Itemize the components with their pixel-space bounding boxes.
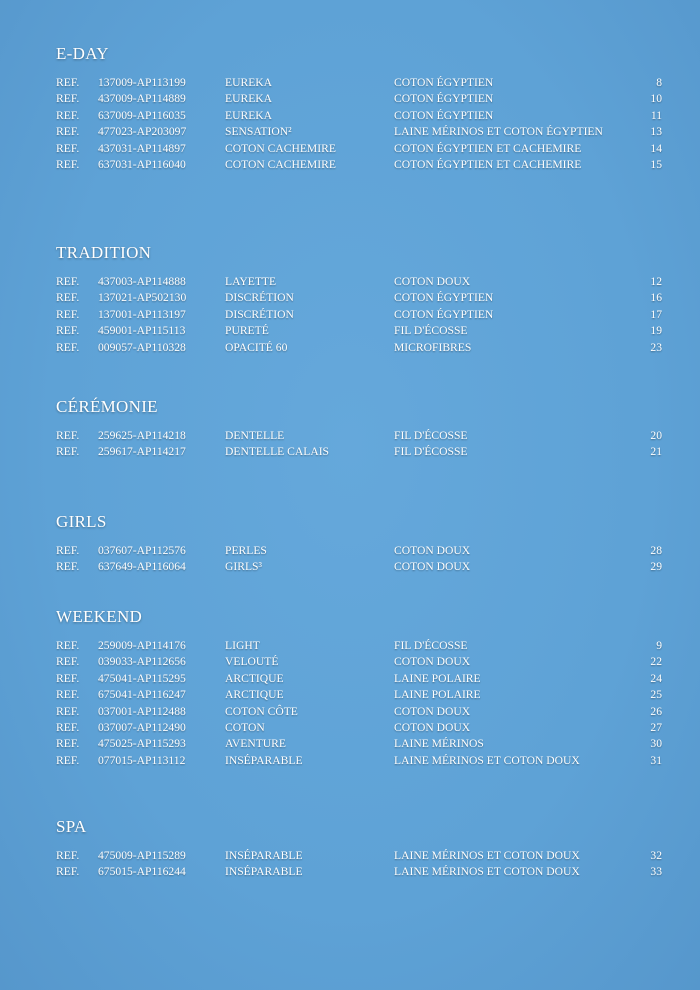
ref-label: REF. <box>56 704 80 718</box>
product-name: DENTELLE CALAIS <box>225 445 330 459</box>
material: COTON DOUX <box>394 560 471 574</box>
product-name: DISCRÉTION <box>225 291 294 305</box>
material: LAINE POLAIRE <box>394 671 481 685</box>
product-name: LIGHT <box>225 639 260 652</box>
ref-code: 259625-AP114218 <box>98 429 186 442</box>
ref-label: REF. <box>56 340 80 354</box>
ref-code: 037001-AP112488 <box>98 704 186 718</box>
ref-label: REF. <box>56 324 80 338</box>
table-row <box>56 704 662 720</box>
product-name: LAYETTE <box>225 275 277 288</box>
material: COTON DOUX <box>394 544 471 557</box>
page-number: 29 <box>650 560 662 574</box>
page-number: 17 <box>650 307 662 321</box>
table-row <box>56 91 662 107</box>
ref-code: 009057-AP110328 <box>98 340 186 354</box>
section-title: E-DAY <box>56 44 109 63</box>
ref-label: REF. <box>56 753 80 767</box>
ref-code: 437031-AP114897 <box>98 141 186 155</box>
ref-label: REF. <box>56 429 80 442</box>
ref-label: REF. <box>56 655 80 669</box>
table-row <box>56 736 662 752</box>
page-number: 22 <box>650 655 662 669</box>
material: COTON ÉGYPTIEN <box>394 307 494 321</box>
table-row <box>56 428 662 444</box>
material: COTON ÉGYPTIEN ET CACHEMIRE <box>394 141 582 155</box>
page-number: 33 <box>650 865 662 879</box>
ref-code: 637031-AP116040 <box>98 157 186 171</box>
ref-label: REF. <box>56 108 80 122</box>
product-name: ARCTIQUE <box>225 671 284 685</box>
ref-label: REF. <box>56 737 80 751</box>
section-title: CÉRÉMONIE <box>56 397 158 416</box>
material: LAINE MÉRINOS ET COTON ÉGYPTIEN <box>394 125 603 139</box>
ref-code: 675041-AP116247 <box>98 688 186 702</box>
product-name: COTON <box>225 720 265 734</box>
ref-label: REF. <box>56 307 80 321</box>
ref-code: 037007-AP112490 <box>98 720 186 734</box>
page-number: 21 <box>650 445 662 459</box>
page-number: 9 <box>656 639 662 652</box>
ref-label: REF. <box>56 275 80 288</box>
product-name: INSÉPARABLE <box>225 865 303 879</box>
table-row <box>56 307 662 323</box>
material: COTON ÉGYPTIEN <box>394 291 494 305</box>
ref-label: REF. <box>56 445 80 459</box>
product-name: COTON CACHEMIRE <box>225 157 336 171</box>
table-row <box>56 274 662 290</box>
product-name: INSÉPARABLE <box>225 849 303 862</box>
product-name: COTON CÔTE <box>225 704 298 718</box>
material: LAINE MÉRINOS ET COTON DOUX <box>394 753 580 767</box>
section-title: WEEKEND <box>56 607 143 626</box>
material: FIL D'ÉCOSSE <box>394 429 468 442</box>
table-row <box>56 559 662 575</box>
ref-label: REF. <box>56 141 80 155</box>
material: LAINE MÉRINOS ET COTON DOUX <box>394 849 580 862</box>
ref-label: REF. <box>56 157 80 171</box>
section-weekend <box>56 607 662 769</box>
material: COTON DOUX <box>394 655 471 669</box>
table-row <box>56 323 662 339</box>
ref-code: 475025-AP115293 <box>98 737 186 751</box>
table-row <box>56 753 662 769</box>
table-row <box>56 687 662 703</box>
page-number: 30 <box>650 737 662 751</box>
table-row <box>56 671 662 687</box>
product-name: GIRLS³ <box>225 560 262 574</box>
ref-code: 437009-AP114889 <box>98 92 186 106</box>
table-row <box>56 157 662 173</box>
product-name: VELOUTÉ <box>225 655 279 669</box>
product-name: INSÉPARABLE <box>225 753 303 767</box>
ref-code: 137021-AP502130 <box>98 291 187 305</box>
product-name: EUREKA <box>225 108 273 122</box>
ref-label: REF. <box>56 849 80 862</box>
page-number: 28 <box>650 544 662 557</box>
ref-label: REF. <box>56 92 80 106</box>
page-number: 23 <box>650 340 662 354</box>
material: COTON ÉGYPTIEN <box>394 92 494 106</box>
table-row <box>56 864 662 880</box>
ref-code: 077015-AP113112 <box>98 753 186 767</box>
ref-code: 459001-AP115113 <box>98 324 186 338</box>
page-number: 24 <box>650 671 662 685</box>
section-title: SPA <box>56 817 87 836</box>
table-row <box>56 543 662 559</box>
product-name: EUREKA <box>225 92 273 106</box>
page-number: 12 <box>650 275 662 288</box>
ref-code: 137001-AP113197 <box>98 307 186 321</box>
material: FIL D'ÉCOSSE <box>394 445 468 459</box>
table-row <box>56 340 662 356</box>
section-girls <box>56 512 662 576</box>
table-row <box>56 141 662 157</box>
material: FIL D'ÉCOSSE <box>394 324 468 338</box>
ref-code: 475041-AP115295 <box>98 671 186 685</box>
section-title: GIRLS <box>56 512 107 531</box>
section-e-day <box>56 44 662 173</box>
ref-code: 039033-AP112656 <box>98 655 186 669</box>
product-name: PERLES <box>225 544 267 557</box>
page-number: 10 <box>650 92 662 106</box>
product-name: SENSATION² <box>225 125 292 139</box>
section-ceremonie <box>56 397 662 461</box>
ref-label: REF. <box>56 544 80 557</box>
ref-label: REF. <box>56 125 80 139</box>
ref-label: REF. <box>56 639 80 652</box>
product-name: OPACITÉ 60 <box>225 340 288 354</box>
product-name: DISCRÉTION <box>225 307 294 321</box>
ref-label: REF. <box>56 720 80 734</box>
material: COTON ÉGYPTIEN <box>394 108 494 122</box>
ref-code: 637009-AP116035 <box>98 108 186 122</box>
table-row <box>56 638 662 654</box>
product-name: AVENTURE <box>225 737 286 751</box>
section-tradition <box>56 243 662 356</box>
section-spa <box>56 817 662 881</box>
page-number: 14 <box>650 141 662 155</box>
material: LAINE MÉRINOS ET COTON DOUX <box>394 865 580 879</box>
product-name: ARCTIQUE <box>225 688 284 702</box>
ref-label: REF. <box>56 76 80 89</box>
table-row <box>56 444 662 460</box>
page-number: 19 <box>650 324 662 338</box>
material: FIL D'ÉCOSSE <box>394 639 468 652</box>
page-number: 13 <box>650 125 662 139</box>
section-title: TRADITION <box>56 243 152 262</box>
ref-code: 259617-AP114217 <box>98 445 186 459</box>
material: COTON DOUX <box>394 275 471 288</box>
material: LAINE MÉRINOS <box>394 737 484 751</box>
ref-code: 675015-AP116244 <box>98 865 186 879</box>
ref-code: 259009-AP114176 <box>98 639 186 652</box>
table-row <box>56 654 662 670</box>
material: COTON DOUX <box>394 704 471 718</box>
page-number: 15 <box>650 157 662 171</box>
page-number: 31 <box>650 753 662 767</box>
ref-code: 637649-AP116064 <box>98 560 186 574</box>
page-number: 26 <box>650 704 662 718</box>
product-name: COTON CACHEMIRE <box>225 141 336 155</box>
table-row <box>56 290 662 306</box>
ref-label: REF. <box>56 560 80 574</box>
table-row <box>56 108 662 124</box>
page-number: 27 <box>650 720 662 734</box>
table-row <box>56 720 662 736</box>
page-number: 25 <box>650 688 662 702</box>
product-name: PURETÉ <box>225 324 269 338</box>
product-name: DENTELLE <box>225 429 285 442</box>
ref-label: REF. <box>56 291 80 305</box>
table-row <box>56 124 662 140</box>
ref-code: 137009-AP113199 <box>98 76 186 89</box>
material: COTON ÉGYPTIEN ET CACHEMIRE <box>394 157 582 171</box>
table-row <box>56 848 662 864</box>
material: COTON ÉGYPTIEN <box>394 76 494 89</box>
page-number: 32 <box>650 849 662 862</box>
product-name: EUREKA <box>225 76 273 89</box>
page-number: 11 <box>650 108 662 122</box>
ref-code: 437003-AP114888 <box>98 275 186 288</box>
table-row <box>56 75 662 91</box>
page-number: 20 <box>650 429 662 442</box>
material: LAINE POLAIRE <box>394 688 481 702</box>
ref-code: 037607-AP112576 <box>98 544 186 557</box>
material: MICROFIBRES <box>394 340 472 354</box>
ref-label: REF. <box>56 671 80 685</box>
ref-label: REF. <box>56 865 80 879</box>
ref-label: REF. <box>56 688 80 702</box>
material: COTON DOUX <box>394 720 471 734</box>
ref-code: 475009-AP115289 <box>98 849 186 862</box>
ref-code: 477023-AP203097 <box>98 125 187 139</box>
page-number: 16 <box>650 291 662 305</box>
page-number: 8 <box>656 76 662 89</box>
